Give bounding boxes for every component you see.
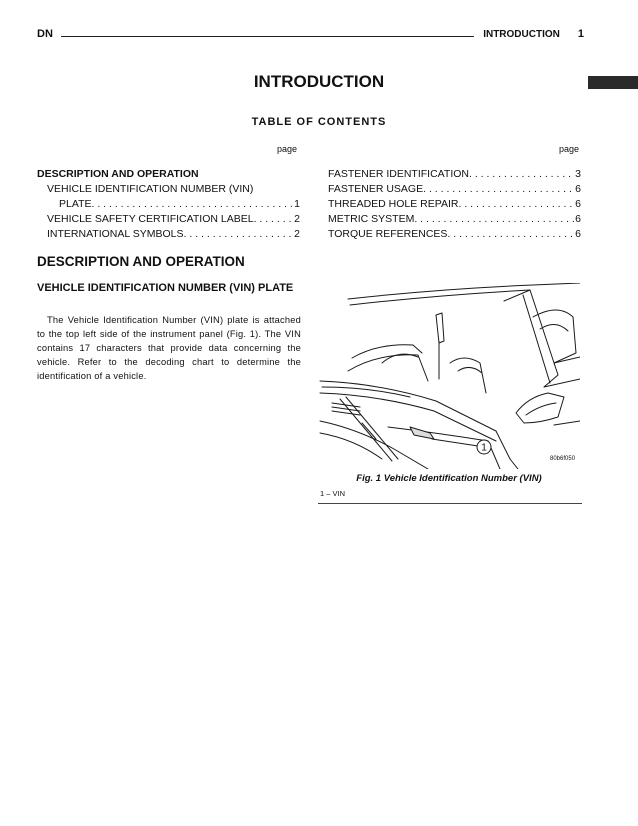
toc-entry[interactable] (328, 212, 581, 227)
header-page-number: 1 (577, 28, 584, 40)
toc-page-label-left: page (277, 144, 298, 154)
page-title: INTRODUCTION (253, 72, 385, 91)
toc-entry[interactable] (328, 227, 581, 242)
toc-entry-page: 2 (294, 213, 300, 225)
toc-entry[interactable] (37, 197, 300, 212)
toc-entry-label: TORQUE REFERENCES (328, 228, 448, 240)
subsection-heading: VEHICLE IDENTIFICATION NUMBER (VIN) PLATE (37, 282, 294, 294)
toc-heading: DESCRIPTION AND OPERATION (37, 168, 199, 180)
toc-entry-label: VEHICLE SAFETY CERTIFICATION LABEL (47, 213, 254, 225)
vin-plate-illustration (318, 283, 580, 469)
header-section-title: INTRODUCTION (483, 29, 560, 40)
header-vehicle-code: DN (37, 28, 53, 40)
toc-entry-page: 3 (575, 168, 581, 180)
toc-entry-label: FASTENER IDENTIFICATION (328, 168, 469, 180)
toc-entry-label: THREADED HOLE REPAIR (328, 198, 459, 210)
toc-title: TABLE OF CONTENTS (251, 116, 387, 128)
toc-page-label-right: page (559, 144, 580, 154)
toc-left-column (37, 167, 300, 242)
header-section (483, 28, 584, 40)
figure-id: 80b6f050 (550, 456, 576, 462)
toc-entry-page: 1 (294, 198, 300, 210)
toc-entry-label: INTERNATIONAL SYMBOLS (47, 228, 184, 240)
toc-entry-page: 6 (575, 228, 581, 240)
toc-entry-page: 2 (294, 228, 300, 240)
toc-entry[interactable] (328, 167, 581, 182)
toc-entry-label: METRIC SYSTEM (328, 213, 415, 225)
figure-caption: Fig. 1 Vehicle Identification Number (VIN) (356, 473, 542, 484)
toc-entry[interactable] (328, 197, 581, 212)
figure-callout-1: 1 (481, 442, 487, 454)
header-rule (61, 36, 474, 37)
figure-legend-rule (318, 503, 582, 504)
figure-legend: 1 – VIN (320, 489, 346, 498)
toc-right-column (328, 167, 581, 242)
toc-entry[interactable] (328, 182, 581, 197)
toc-entry-vin[interactable]: VEHICLE IDENTIFICATION NUMBER (VIN) (47, 183, 254, 195)
body-paragraph (37, 313, 301, 383)
toc-entry-label: FASTENER USAGE (328, 183, 424, 195)
section-heading: DESCRIPTION AND OPERATION (37, 254, 245, 269)
toc-entry-page: 6 (575, 213, 581, 225)
toc-entry-page: 6 (575, 198, 581, 210)
toc-entry[interactable] (37, 212, 300, 227)
toc-entry-page: 6 (575, 183, 581, 195)
body-paragraph-text: The Vehicle Identification Number (VIN) plate is attached to the top left side of the instrument panel (Fig. 1). The VIN contains 17 characters that provide data concerning the vehicle. Refer to the decoding chart to determine the identification of a vehicle. (37, 315, 301, 381)
toc-entry-label: PLATE (59, 198, 92, 210)
toc-entry[interactable] (37, 227, 300, 242)
page-header (37, 28, 584, 44)
